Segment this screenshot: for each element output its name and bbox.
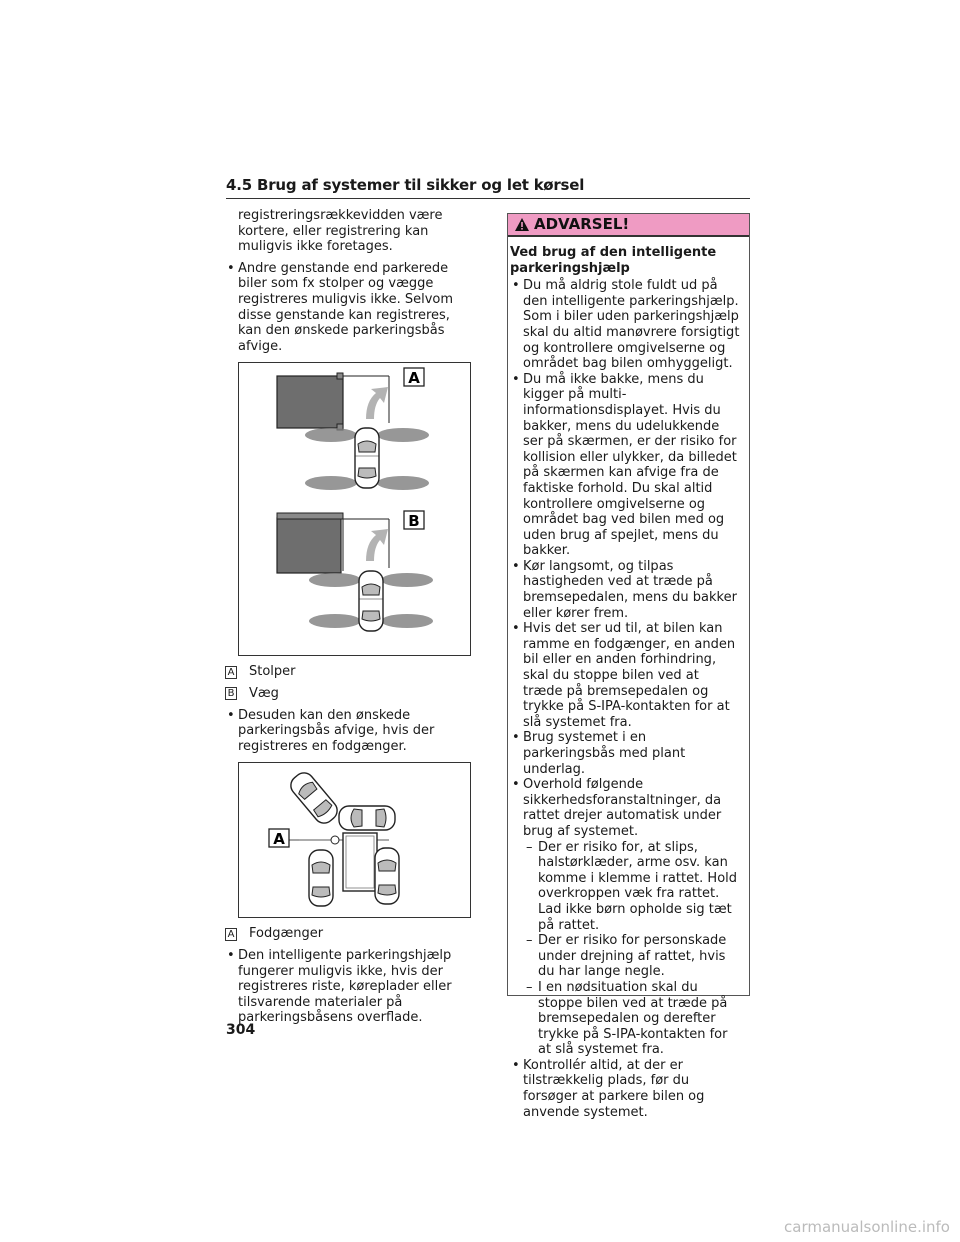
warning-bullet: • Du må ikke bakke, mens du kigger på multi-informationsdisplayet. Hvis du bakker, mens du udelukkende ser på skærmen, er der risiko for kollision eller ulykker, da billedet på skærmen kan afvige fra de faktiske forhold. Du skal altid kontrollere omgivelserne og området bag ved bilen med og uden brug af spejlet, mens du bakker. xyxy=(510,372,741,559)
parking-diagram-pedestrian xyxy=(239,763,470,917)
section-header: 4.5 Brug af systemer til sikker og let kørsel xyxy=(226,176,750,199)
legend-item-posts xyxy=(225,664,475,680)
bullet-objects: • Andre genstande end parkerede biler som fx stolper og vægge registreres muligvis ikke. Selvom disse genstande kan registreres, kan den ønskede parkeringsbås afvige. xyxy=(225,261,475,355)
warning-dash-item: – Der er risiko for, at slips, halstørklæder, arme osv. kan komme i klemme i rattet. Hold overkroppen væk fra rattet. Lad ikke børn opholde sig tæt på rattet. xyxy=(510,840,741,934)
legend-key: A xyxy=(225,928,237,941)
legend-text: Væg xyxy=(249,685,279,701)
warning-title: ADVARSEL! xyxy=(534,214,630,233)
label-b-text: B xyxy=(408,512,420,531)
legend-item-wall xyxy=(225,686,475,702)
warning-subtitle: Ved brug af den intelligente parkeringshjælp xyxy=(510,245,717,276)
figure-pedestrian xyxy=(238,762,471,918)
label-a-text: A xyxy=(408,369,420,388)
legend-key: B xyxy=(225,687,237,700)
left-column xyxy=(225,208,475,1032)
bullet-pedestrian: • Desuden kan den ønskede parkeringsbås afvige, hvis der registreres en fodgænger. xyxy=(225,708,475,755)
warning-bullet: • Kør langsomt, og tilpas hastigheden ved at træde på bremsepedalen, mens du bakker eller kører frem. xyxy=(510,559,741,621)
label-a-text: A xyxy=(273,830,285,849)
parking-diagram-posts-wall xyxy=(239,363,470,655)
page-number: 304 xyxy=(226,1022,256,1038)
warning-bullet: • Overhold følgende sikkerhedsforanstaltninger, da rattet drejer automatisk under brug af systemet. xyxy=(510,777,741,839)
legend-text: Stolper xyxy=(249,664,296,680)
warning-box xyxy=(507,213,750,1120)
warning-bullet: • Hvis det ser ud til, at bilen kan ramme en fodgænger, en anden bil eller en anden forhindring, skal du stoppe bilen ved at træde på bremsepedalen og trykke på S-IPA-kontakten for at slå systemet fra. xyxy=(510,621,741,730)
warning-bullet: • Du må aldrig stole fuldt ud på den intelligente parkeringshjælp. Som i biler uden parkeringshjælp skal du altid manøvrere forsigtigt og kontrollere omgivelserne og området bag bilen omhyggeligt. xyxy=(510,278,741,372)
warning-bullet: • Brug systemet i en parkeringsbås med plant underlag. xyxy=(510,730,741,777)
legend-item-pedestrian xyxy=(225,926,475,942)
figure-posts-wall xyxy=(238,362,471,656)
bullet-grates: • Den intelligente parkeringshjælp fungerer muligvis ikke, hvis der registreres riste, køreplader eller tilsvarende materialer på parkeringsbåsens overflade. xyxy=(225,948,475,1026)
legend-key: A xyxy=(225,666,237,679)
warning-header xyxy=(508,214,749,237)
legend-text: Fodgænger xyxy=(249,926,324,942)
warning-body xyxy=(508,237,749,1120)
warning-triangle-icon xyxy=(514,217,530,232)
warning-bullet: • Kontrollér altid, at der er tilstrækkelig plads, før du forsøger at parkere bilen og anvende systemet. xyxy=(510,1058,741,1120)
warning-dash-item: – Der er risiko for personskade under drejning af rattet, hvis du har lange negle. xyxy=(510,933,741,980)
intro-text: registreringsrækkevidden være kortere, eller registrering kan muligvis ikke foretages. xyxy=(238,208,443,255)
warning-dash-item: – I en nødsituation skal du stoppe bilen ved at træde på bremsepedalen og derefter trykke på S-IPA-kontakten for at slå systemet fra. xyxy=(510,980,741,1058)
watermark: carmanualsonline.info xyxy=(784,1218,950,1236)
